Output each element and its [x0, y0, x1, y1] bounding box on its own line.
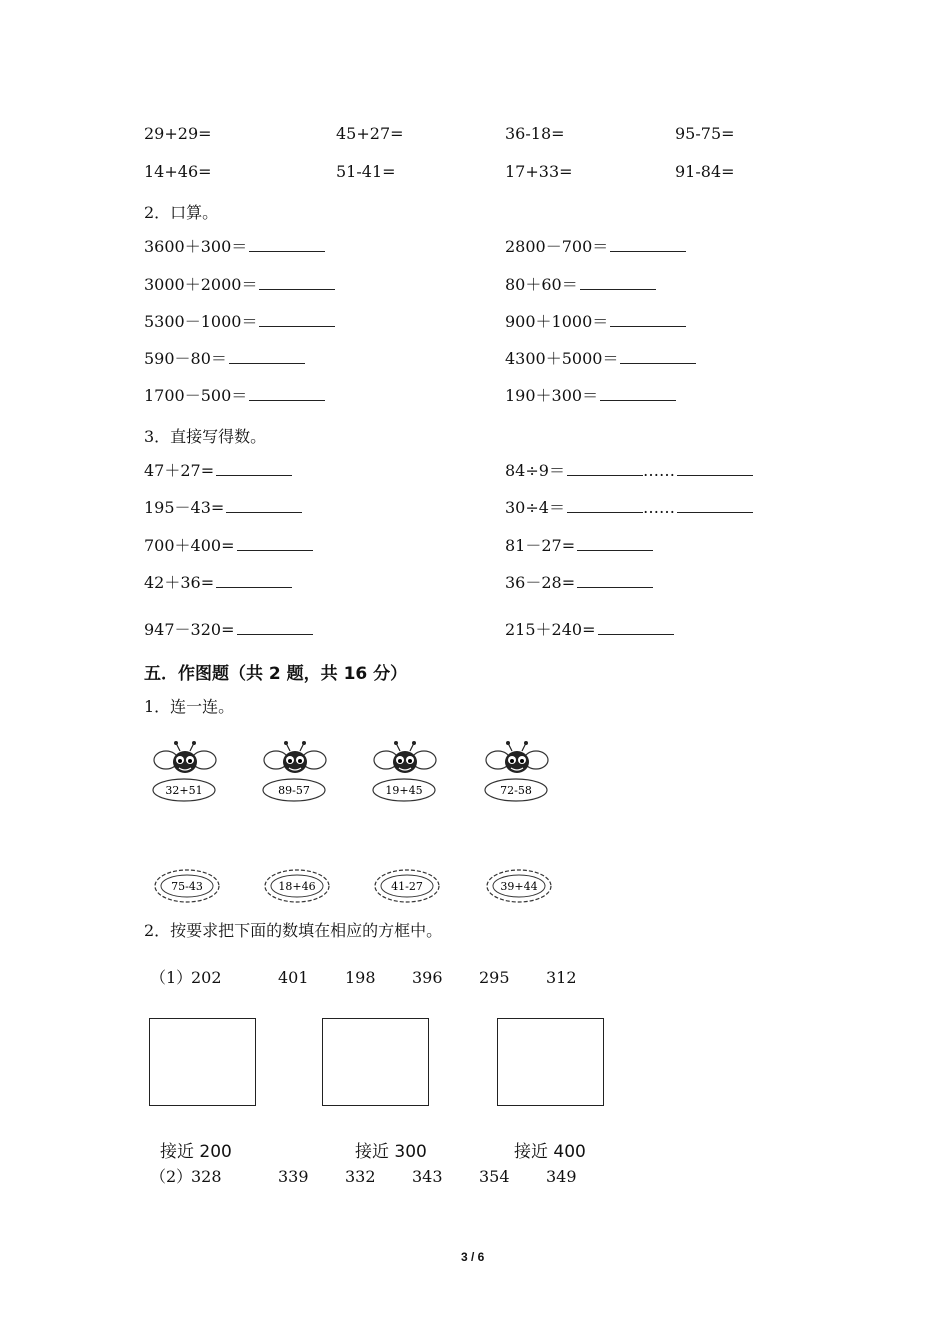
q3-item: 215＋240=	[505, 620, 674, 640]
bee-icon[interactable]	[262, 740, 330, 804]
q3-item: 30÷4＝ ……	[505, 498, 753, 518]
bee-label: 72-58	[500, 784, 532, 797]
q3-title: 3．直接写得数。	[144, 427, 267, 446]
bee-icon[interactable]	[152, 740, 220, 804]
q2-item: 590－80＝	[144, 349, 305, 369]
answer-box-300[interactable]	[322, 1018, 429, 1106]
part2-number: 332	[345, 1167, 376, 1186]
part2-label: （2）	[150, 1167, 193, 1186]
answer-box-200[interactable]	[149, 1018, 256, 1106]
bee-label: 19+45	[385, 784, 423, 797]
expr-r1-3: 36-18=	[505, 124, 565, 143]
flower-icon[interactable]	[262, 866, 332, 906]
q3-item: 700＋400=	[144, 536, 313, 556]
answer-blank[interactable]	[577, 573, 653, 588]
box-label-300: 接近 300	[355, 1142, 427, 1162]
answer-blank[interactable]	[216, 573, 292, 588]
part1-number: 312	[546, 968, 577, 987]
answer-blank[interactable]	[216, 461, 292, 476]
q1-title: 1．连一连。	[144, 697, 235, 716]
expr-r1-2: 45+27=	[336, 124, 404, 143]
answer-blank[interactable]	[600, 386, 676, 401]
q2-item: 1700－500＝	[144, 386, 325, 406]
q2-item: 2800－700＝	[505, 237, 686, 257]
bee-icon[interactable]	[372, 740, 440, 804]
q2-item: 4300＋5000＝	[505, 349, 696, 369]
flower-label: 41-27	[391, 880, 423, 893]
flower-label: 75-43	[171, 880, 203, 893]
expr-r2-4: 91-84=	[675, 162, 735, 181]
answer-blank[interactable]	[610, 237, 686, 252]
q3-item: 42＋36=	[144, 573, 292, 593]
answer-blank[interactable]	[567, 498, 643, 513]
q2-title-5: 2．按要求把下面的数填在相应的方框中。	[144, 921, 443, 940]
expr-r1-1: 29+29=	[144, 124, 212, 143]
remainder-dots: ……	[642, 498, 675, 517]
box-label-400: 接近 400	[514, 1142, 586, 1162]
box-label-200: 接近 200	[160, 1142, 232, 1162]
remainder-dots: ……	[642, 461, 675, 480]
q3-item: 47＋27=	[144, 461, 292, 481]
expr-r2-3: 17+33=	[505, 162, 573, 181]
part1-number: 295	[479, 968, 510, 987]
answer-blank[interactable]	[229, 349, 305, 364]
q2-item: 5300－1000＝	[144, 312, 335, 332]
part2-number: 343	[412, 1167, 443, 1186]
q2-item: 900＋1000＝	[505, 312, 686, 332]
answer-blank[interactable]	[237, 536, 313, 551]
bee-label: 89-57	[278, 784, 310, 797]
q3-item: 81－27=	[505, 536, 653, 556]
part1-label: （1）	[150, 968, 193, 987]
part2-number: 349	[546, 1167, 577, 1186]
q2-item: 3600＋300＝	[144, 237, 325, 257]
answer-box-400[interactable]	[497, 1018, 604, 1106]
q2-item: 3000＋2000＝	[144, 275, 335, 295]
flower-icon[interactable]	[152, 866, 222, 906]
bee-icon[interactable]	[484, 740, 552, 804]
answer-blank[interactable]	[259, 312, 335, 327]
expr-r2-2: 51-41=	[336, 162, 396, 181]
flower-label: 18+46	[278, 880, 316, 893]
q2-item: 80＋60＝	[505, 275, 656, 295]
part1-number: 401	[278, 968, 309, 987]
answer-blank[interactable]	[577, 536, 653, 551]
answer-blank[interactable]	[226, 498, 302, 513]
section-heading: 五．作图题（共 2 题，共 16 分）	[144, 664, 408, 684]
part2-number: 328	[191, 1167, 222, 1186]
answer-blank[interactable]	[249, 386, 325, 401]
flower-label: 39+44	[500, 880, 538, 893]
part1-number: 396	[412, 968, 443, 987]
part1-number: 198	[345, 968, 376, 987]
remainder-blank[interactable]	[677, 461, 753, 476]
expr-r1-4: 95-75=	[675, 124, 735, 143]
answer-blank[interactable]	[237, 620, 313, 635]
remainder-blank[interactable]	[677, 498, 753, 513]
answer-blank[interactable]	[567, 461, 643, 476]
flower-icon[interactable]	[372, 866, 442, 906]
answer-blank[interactable]	[598, 620, 674, 635]
part2-number: 354	[479, 1167, 510, 1186]
flower-icon[interactable]	[484, 866, 554, 906]
q3-item: 84÷9＝ ……	[505, 461, 753, 481]
q2-item: 190＋300＝	[505, 386, 676, 406]
answer-blank[interactable]	[259, 275, 335, 290]
part1-number: 202	[191, 968, 222, 987]
answer-blank[interactable]	[610, 312, 686, 327]
q3-item: 195－43=	[144, 498, 302, 518]
bee-label: 32+51	[165, 784, 203, 797]
page-number: 3 / 6	[461, 1250, 485, 1264]
q2-title: 2．口算。	[144, 203, 219, 222]
q3-item: 947－320=	[144, 620, 313, 640]
answer-blank[interactable]	[580, 275, 656, 290]
q3-item: 36－28=	[505, 573, 653, 593]
expr-r2-1: 14+46=	[144, 162, 212, 181]
part2-number: 339	[278, 1167, 309, 1186]
answer-blank[interactable]	[620, 349, 696, 364]
answer-blank[interactable]	[249, 237, 325, 252]
